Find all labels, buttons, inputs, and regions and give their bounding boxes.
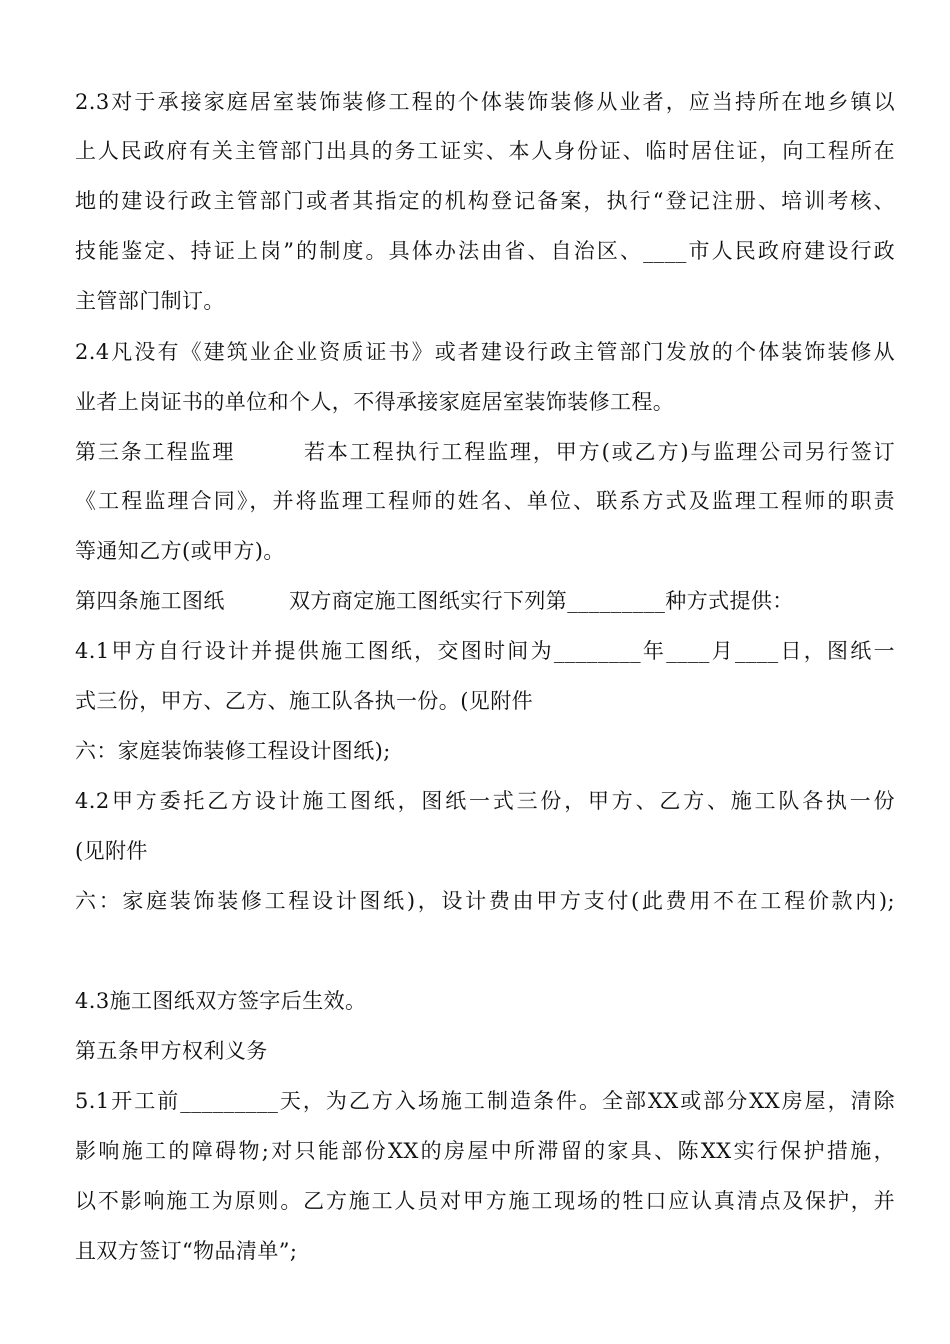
article-3-line-1: 第三条工程监理 若本工程执行工程监理，甲方(或乙方)与监理公司另行签订 [75,440,895,464]
article-3-line-2: 《工程监理合同》，并将监理工程师的姓名、单位、联系方式及监理工程师的职责 [75,489,895,513]
clause-2-3-line-1: 2.3对于承接家庭居室装饰装修工程的个体装饰装修从业者，应当持所在地乡镇以 [75,90,895,114]
clause-5-1-line-2: 影响施工的障碍物;对只能部份XX的房屋中所滞留的家具、陈XX实行保护措施， [75,1139,895,1163]
article-4-heading: 第四条施工图纸 双方商定施工图纸实行下列第_________种方式提供： [75,589,794,613]
clause-2-3-line-4: 技能鉴定、持证上岗”的制度。具体办法由省、自治区、____市人民政府建设行政 [75,239,895,263]
clause-4-1-line-3: 六：家庭装饰装修工程设计图纸); [75,739,391,763]
clause-4-3: 4.3施工图纸双方签字后生效。 [75,989,367,1013]
clause-2-4-line-1: 2.4凡没有《建筑业企业资质证书》或者建设行政主管部门发放的个体装饰装修从 [75,340,895,364]
clause-4-1-line-1: 4.1甲方自行设计并提供施工图纸，交图时间为________年____月____日，图纸一 [75,639,895,663]
clause-5-1-line-4: 且双方签订“物品清单”; [75,1239,298,1263]
clause-4-2-line-2: (见附件 [75,839,148,863]
clause-4-2-line-3: 六：家庭装饰装修工程设计图纸)，设计费由甲方支付(此费用不在工程价款内); [75,889,895,913]
article-3-line-3: 等通知乙方(或甲方)。 [75,539,285,563]
article-5-heading: 第五条甲方权利义务 [75,1039,268,1063]
clause-5-1-line-3: 以不影响施工为原则。乙方施工人员对甲方施工现场的牲口应认真清点及保护，并 [75,1189,895,1213]
clause-4-1-line-2: 式三份，甲方、乙方、施工队各执一份。(见附件 [75,689,533,713]
clause-2-3-line-3: 地的建设行政主管部门或者其指定的机构登记备案，执行“登记注册、培训考核、 [75,189,895,213]
clause-2-4-line-2: 业者上岗证书的单位和个人，不得承接家庭居室装饰装修工程。 [75,390,675,414]
clause-5-1-line-1: 5.1开工前_________天，为乙方入场施工制造条件。全部XX或部分XX房屋，清除 [75,1089,895,1113]
clause-2-3-line-5: 主管部门制订。 [75,289,225,313]
clause-2-3-line-2: 上人民政府有关主管部门出具的务工证实、本人身份证、临时居住证，向工程所在 [75,139,895,163]
clause-4-2-line-1: 4.2甲方委托乙方设计施工图纸，图纸一式三份，甲方、乙方、施工队各执一份 [75,789,895,813]
